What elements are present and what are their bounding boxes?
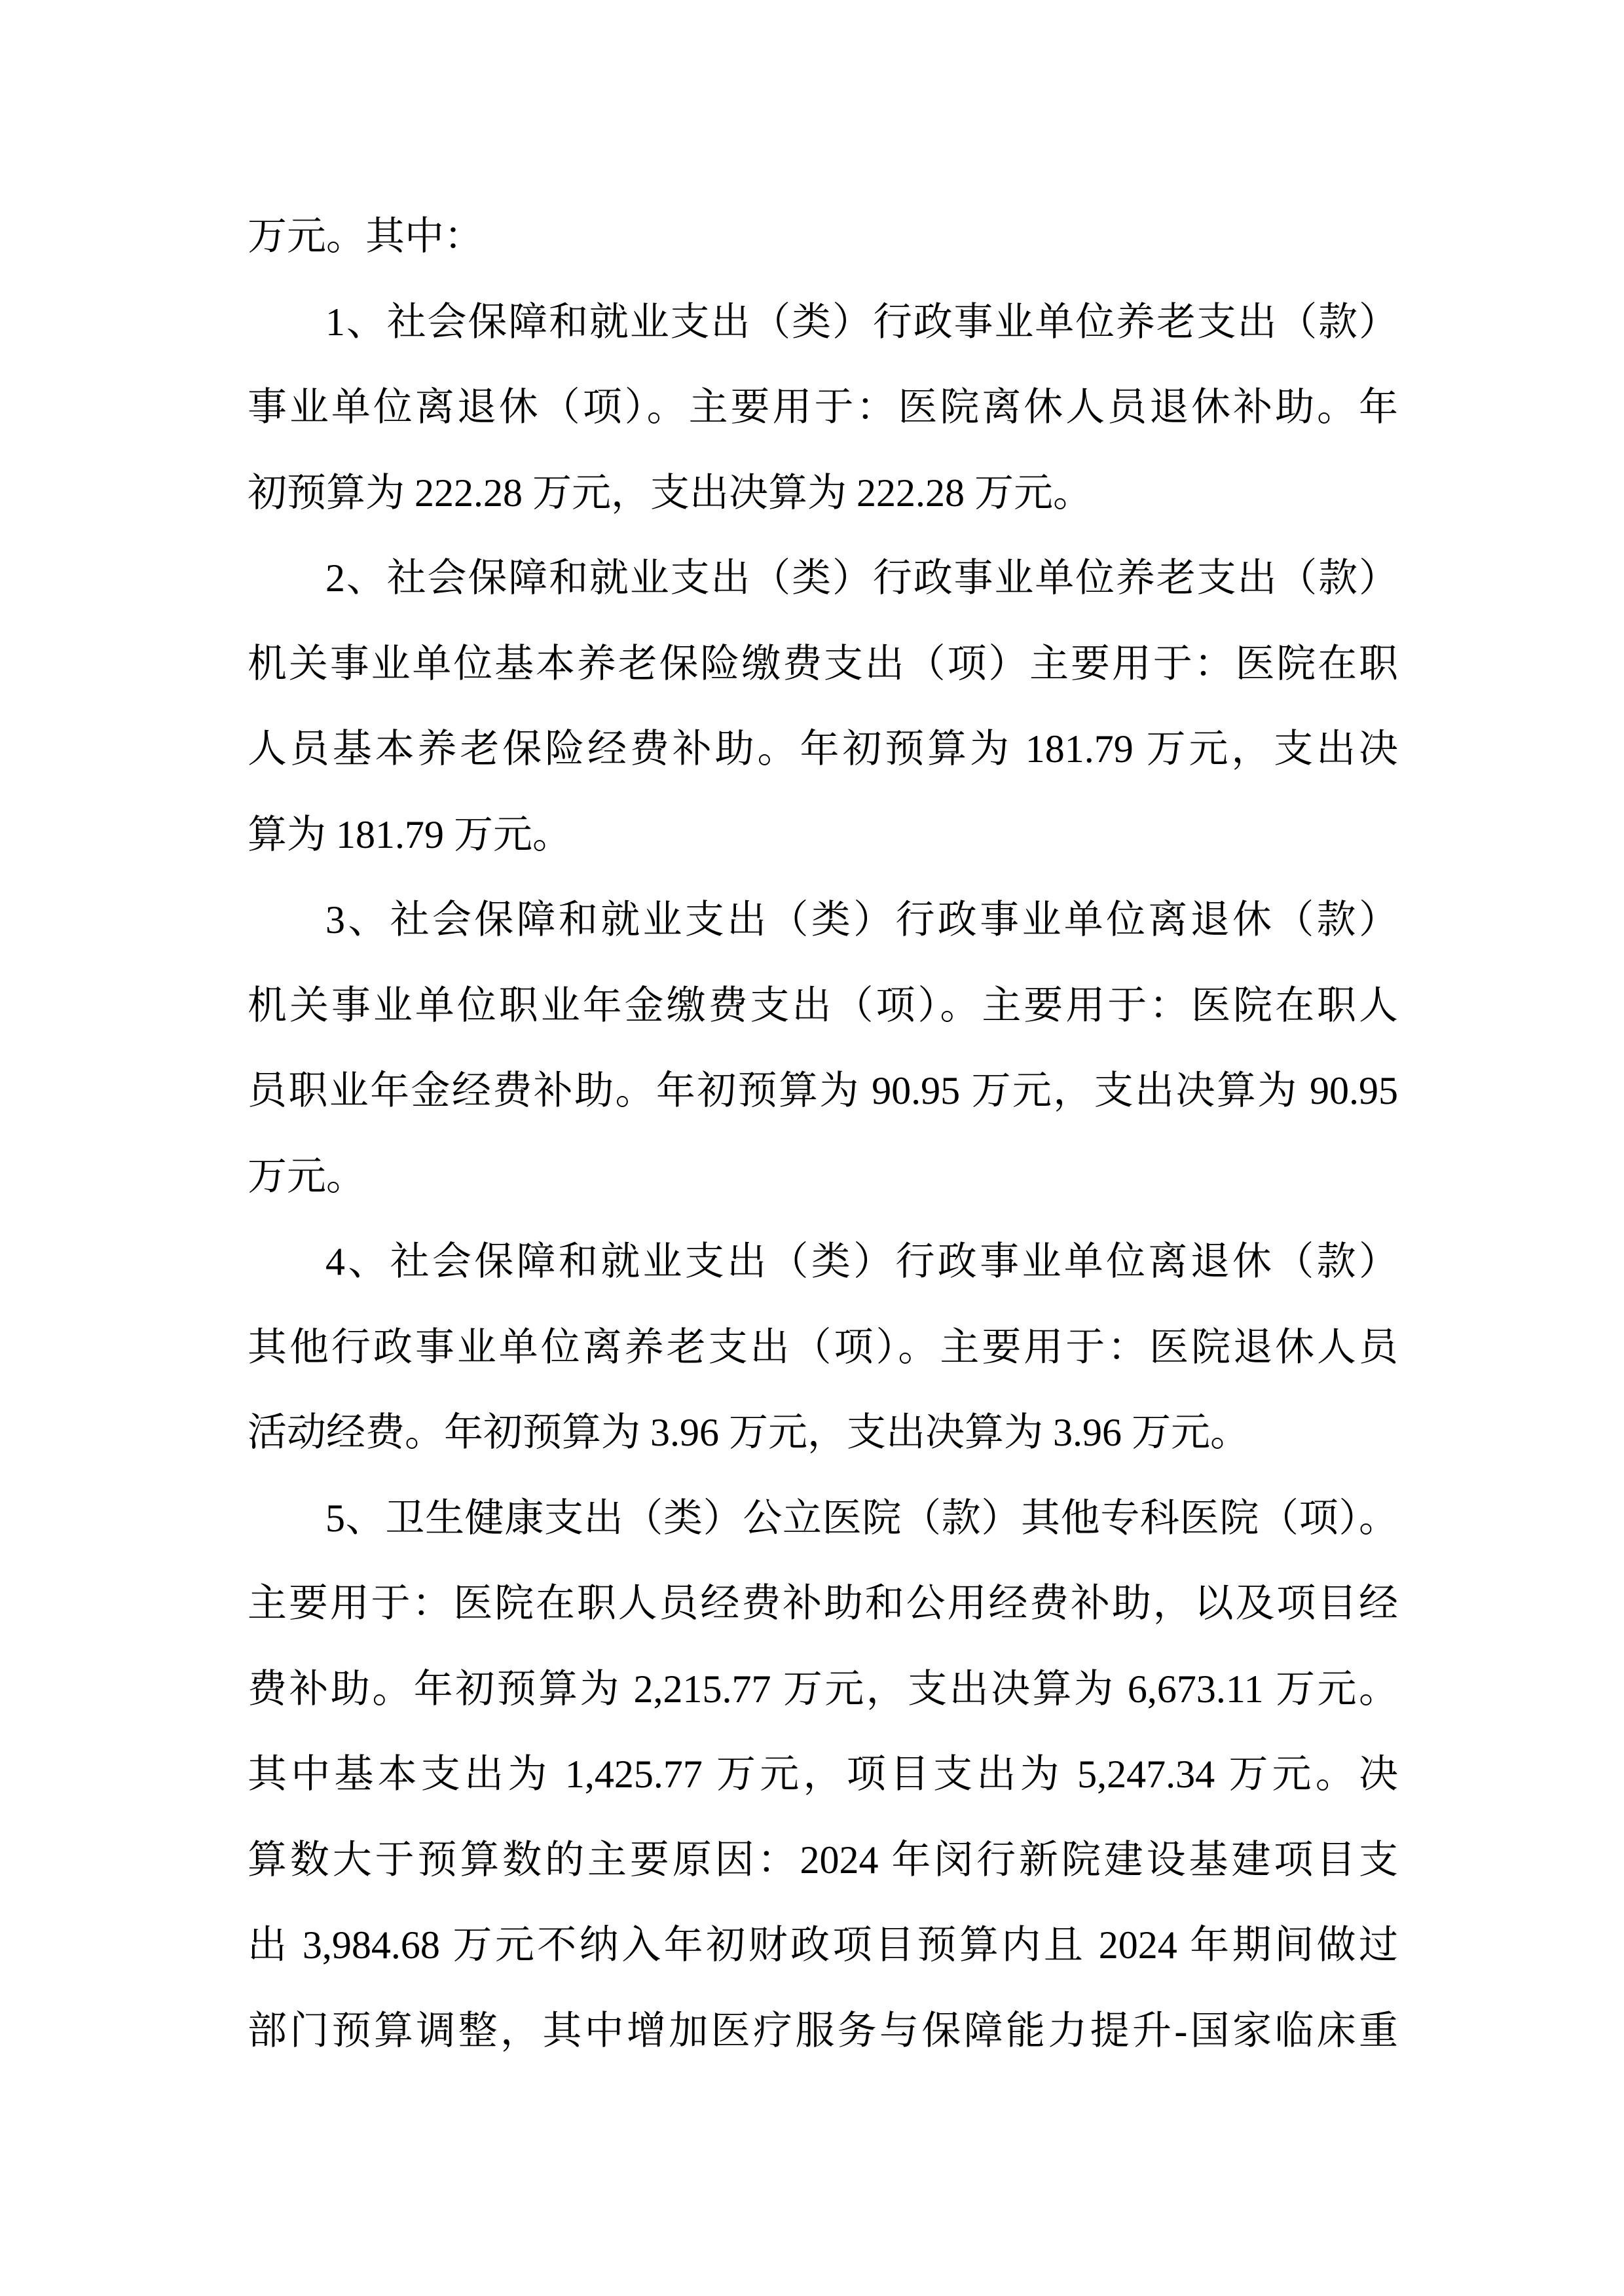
text-line: 员职业年金经费补助。年初预算为 90.95 万元，支出决算为 90.95: [248, 1069, 1398, 1112]
text-line: 机关事业单位基本养老保险缴费支出（项）主要用于：医院在职: [248, 642, 1398, 685]
text-line: 部门预算调整，其中增加医疗服务与保障能力提升-国家临床重: [248, 2009, 1398, 2052]
text-line: 初预算为 222.28 万元，支出决算为 222.28 万元。: [248, 471, 1092, 515]
body-text: [248, 194, 1398, 2073]
text-line: 5、卫生健康支出（类）公立医院（款）其他专科医院（项）。: [325, 1496, 1398, 1540]
text-line: 4、社会保障和就业支出（类）行政事业单位离退休（款）: [325, 1240, 1398, 1283]
text-line: 出 3,984.68 万元不纳入年初财政项目预算内且 2024 年期间做过: [248, 1923, 1398, 1967]
text-line: 事业单位离退休（项）。主要用于：医院离休人员退休补助。年: [248, 386, 1398, 429]
text-line: 人员基本养老保险经费补助。年初预算为 181.79 万元，支出决: [248, 727, 1398, 771]
text-line: 3、社会保障和就业支出（类）行政事业单位离退休（款）: [325, 898, 1398, 941]
text-line: 万元。其中：: [248, 215, 483, 258]
text-line: 活动经费。年初预算为 3.96 万元，支出决算为 3.96 万元。: [248, 1411, 1249, 1454]
text-line: 主要用于：医院在职人员经费补助和公用经费补助，以及项目经: [248, 1582, 1398, 1625]
text-line: 机关事业单位职业年金缴费支出（项）。主要用于：医院在职人: [248, 983, 1398, 1027]
text-line: 算为 181.79 万元。: [248, 812, 572, 856]
text-line: 1、社会保障和就业支出（类）行政事业单位养老支出（款）: [325, 300, 1398, 344]
text-line: 算数大于预算数的主要原因：2024 年闵行新院建设基建项目支: [248, 1838, 1398, 1882]
text-line: 2、社会保障和就业支出（类）行政事业单位养老支出（款）: [325, 556, 1398, 600]
text-line: 其他行政事业单位离养老支出（项）。主要用于：医院退休人员: [248, 1325, 1398, 1369]
text-line: 费补助。年初预算为 2,215.77 万元，支出决算为 6,673.11 万元。: [248, 1667, 1398, 1711]
text-line: 其中基本支出为 1,425.77 万元，项目支出为 5,247.34 万元。决: [248, 1753, 1398, 1796]
text-line: 万元。: [248, 1154, 365, 1198]
